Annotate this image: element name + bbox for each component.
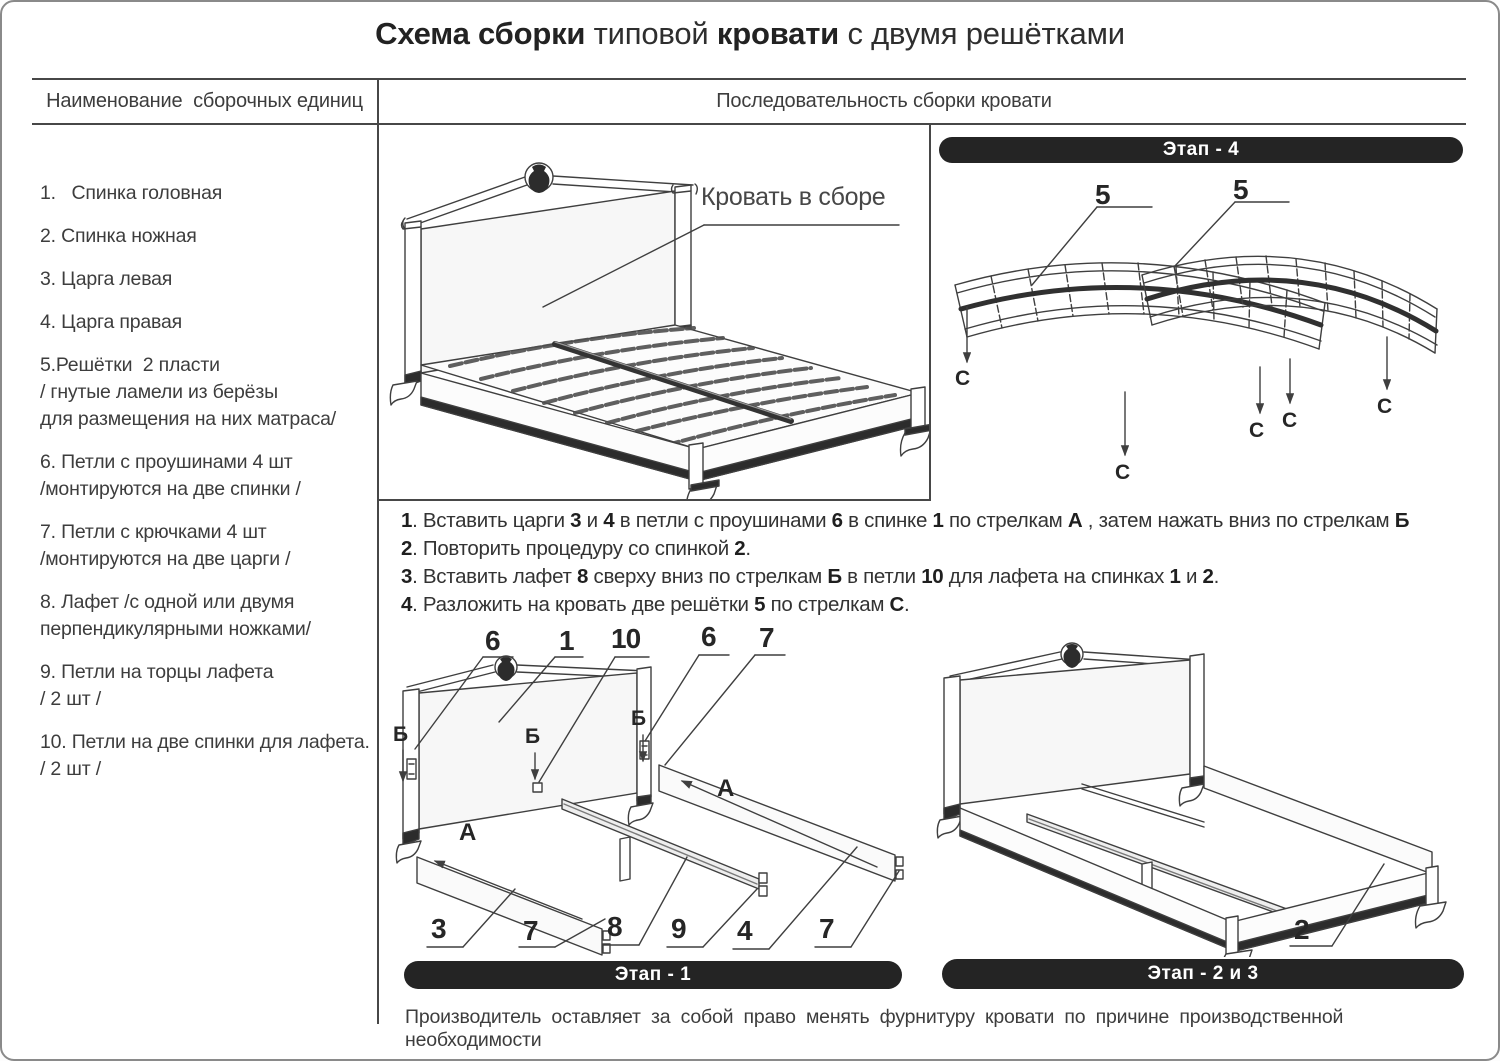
part-line: 7. Петли с крючками 4 шт <box>40 521 267 543</box>
part-line: /монтируются на две царги / <box>40 548 291 570</box>
assembly-instructions <box>401 507 1467 619</box>
text-segment: в спинке <box>842 509 933 532</box>
bold-segment: 1 <box>932 509 944 532</box>
bold-segment: кровати <box>716 16 840 51</box>
part-item <box>40 449 372 503</box>
diagram-label: С <box>1282 409 1298 432</box>
text-segment: . <box>904 593 910 616</box>
text-segment: . Вставить лафет <box>412 565 578 588</box>
part-line: перпендикулярными ножками/ <box>40 618 311 640</box>
bold-segment: 1 <box>401 509 413 532</box>
part-line: / 2 шт / <box>40 688 101 710</box>
part-line: 9. Петли на торцы лафета <box>40 661 274 683</box>
assembled-bed-panel <box>377 123 931 501</box>
stage23-banner: Этап - 2 и 3 <box>942 959 1464 989</box>
text-segment: по стрелкам <box>943 509 1068 532</box>
diagram-label: 4 <box>737 915 752 946</box>
part-line: 4. Царга правая <box>40 311 182 333</box>
part-line: / гнутые ламели из берёзы <box>40 381 278 403</box>
frame-panel <box>932 614 1467 957</box>
bold-segment: 4 <box>401 593 413 616</box>
bold-segment: 4 <box>603 509 615 532</box>
diagram-label: А <box>717 775 735 802</box>
instruction-line <box>401 507 1467 535</box>
bold-segment: 1 <box>1169 565 1181 588</box>
text-segment: по стрелкам <box>765 593 890 616</box>
page-title <box>2 16 1498 52</box>
bold-segment: Б <box>827 565 842 588</box>
part-item <box>40 352 372 433</box>
diagram-label: Б <box>393 723 409 746</box>
bold-segment: 6 <box>831 509 843 532</box>
text-segment: . Вставить царги <box>412 509 571 532</box>
diagram-label: 6 <box>485 625 500 656</box>
part-line: 1. Спинка головная <box>40 182 223 204</box>
bold-segment: 2 <box>1202 565 1214 588</box>
diagram-label: 5 <box>1095 179 1110 210</box>
part-line: 6. Петли с проушинами 4 шт <box>40 451 293 473</box>
text-segment: . Разложить на кровать две решётки <box>412 593 755 616</box>
instruction-line <box>401 535 1467 563</box>
part-line: 10. Петли на две спинки для лафета. <box>40 731 370 753</box>
text-segment: и <box>581 509 604 532</box>
stage1-banner: Этап - 1 <box>404 961 902 989</box>
diagram-label: 7 <box>819 913 834 944</box>
part-item <box>40 659 372 713</box>
bold-segment: 10 <box>921 565 944 588</box>
part-item <box>40 519 372 573</box>
bold-segment: С <box>889 593 905 616</box>
text-segment: в петли с проушинами <box>614 509 832 532</box>
text-segment: для лафета на спинках <box>943 565 1170 588</box>
diagram-label: С <box>1115 461 1131 484</box>
stage4-banner: Этап - 4 <box>939 137 1463 163</box>
parts-list <box>40 180 372 799</box>
diagram-label: 7 <box>759 622 774 653</box>
exploded-view-panel <box>387 617 932 962</box>
part-line: 3. Царга левая <box>40 268 173 290</box>
text-segment: в петли <box>841 565 922 588</box>
assembled-bed-drawing <box>379 125 929 499</box>
part-line: 8. Лафет /с одной или двумя <box>40 591 295 613</box>
diagram-label: 8 <box>607 911 622 942</box>
part-item <box>40 180 372 207</box>
diagram-label: 2 <box>1294 914 1309 945</box>
diagram-label: 6 <box>701 621 716 652</box>
bold-segment: 2 <box>401 537 413 560</box>
text-segment: и <box>1180 565 1203 588</box>
bold-segment: А <box>1067 509 1083 532</box>
part-line: / 2 шт / <box>40 758 101 780</box>
diagram-label: 10 <box>611 623 641 654</box>
instruction-line <box>401 563 1467 591</box>
part-item <box>40 223 372 250</box>
bold-segment: Схема сборки <box>375 16 586 51</box>
diagram-label: А <box>459 819 477 846</box>
diagram-label: 7 <box>523 915 538 946</box>
bold-segment: 8 <box>577 565 589 588</box>
left-column-header: Наименование сборочных единиц <box>46 90 363 112</box>
frame-drawing <box>932 614 1467 957</box>
diagram-label: С <box>1249 419 1265 442</box>
stage4-drawing <box>937 167 1467 507</box>
diagram-label: Б <box>525 725 541 748</box>
bold-segment: 2 <box>734 537 746 560</box>
right-column-header: Последовательность сборки кровати <box>716 90 1052 112</box>
exploded-view-drawing <box>387 617 932 962</box>
diagram-label: Б <box>631 707 647 730</box>
diagram-label: Кровать в сборе <box>701 183 886 211</box>
part-line: 5.Решётки 2 пласти <box>40 354 220 376</box>
diagram-label: 1 <box>559 625 574 656</box>
part-item <box>40 309 372 336</box>
part-item <box>40 266 372 293</box>
text-segment: . Повторить процедуру со спинкой <box>412 537 735 560</box>
diagram-label: 9 <box>671 913 686 944</box>
diagram-label: С <box>955 367 971 390</box>
bold-segment: 5 <box>754 593 766 616</box>
text-segment: . <box>1213 565 1220 588</box>
bold-segment: Б <box>1394 509 1410 532</box>
text-segment: сверху вниз по стрелкам <box>588 565 828 588</box>
stage4-panel <box>937 167 1467 507</box>
part-item <box>40 589 372 643</box>
part-line: для размещения на них матраса/ <box>40 408 337 430</box>
part-line: /монтируются на две спинки / <box>40 478 301 500</box>
bold-segment: 3 <box>401 565 413 588</box>
diagram-label: С <box>1377 395 1393 418</box>
text-segment: с двумя решётками <box>839 16 1125 51</box>
text-segment: типовой <box>585 16 717 51</box>
part-line: 2. Спинка ножная <box>40 225 197 247</box>
diagram-label: 3 <box>431 913 446 944</box>
part-item <box>40 729 372 783</box>
footer-note: Производитель оставляет за собой право менять фурнитуру кровати по причине производственной необходимости <box>405 1006 1344 1051</box>
diagram-label: 5 <box>1233 174 1248 205</box>
header-top-rule <box>32 78 1466 80</box>
bold-segment: 3 <box>570 509 582 532</box>
text-segment: , затем нажать вниз по стрелкам <box>1082 509 1395 532</box>
text-segment: . <box>745 537 751 560</box>
